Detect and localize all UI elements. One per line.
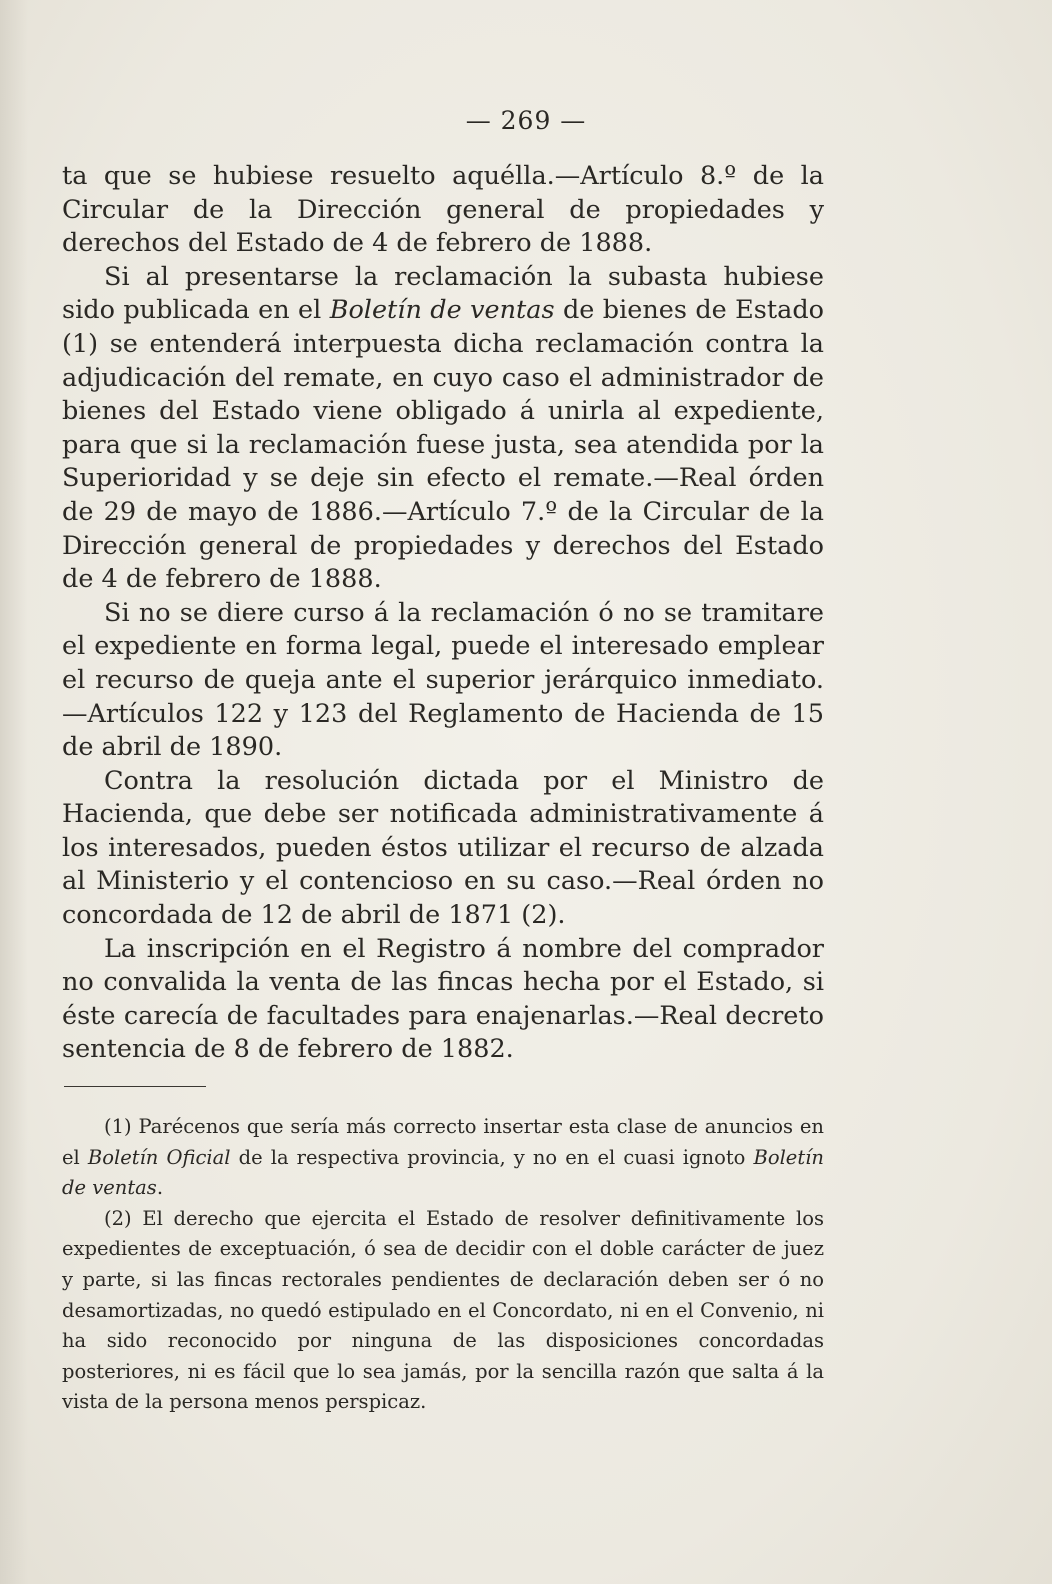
paragraph-2: Si al presentarse la reclamación la subasta hubiese sido publicada en el Boletín de ventas de bienes de Estado (1) se entenderá interpuesta dicha reclamación contra la adjudicación del remate, en cuyo caso el administrador de bienes del Estado viene obligado á unirla al expediente, para que si la reclamación fuese justa, sea atendida por la Superioridad y se deje sin efecto el remate.—Real órden de 29 de mayo de 1886.—Artículo 7.º de la Circular de la Dirección general de propiedades y derechos del Estado de 4 de febrero de 1888. (62, 261, 825, 595)
footnotes (62, 1112, 824, 1418)
page-gutter-shadow (0, 0, 28, 1584)
footnote-2: (2) El derecho que ejercita el Estado de resolver definitivamente los expedientes de exceptuación, ó sea de decidir con el doble carácter de juez y parte, si las fincas rectorales pendientes de declaración deben ser ó no desamortizadas, no quedó estipulado en el Concordato, ni en el Convenio, ni ha sido reconocido por ninguna de las disposiciones concordadas posteriores, ni es fácil que lo sea jamás, por la sencilla razón que salta á la vista de la persona menos perspicaz. (62, 1206, 824, 1414)
footnote-separator (64, 1086, 206, 1087)
footnote-1: (1) Parécenos que sería más correcto insertar esta clase de anuncios en el Boletín Oficial de la respectiva provincia, y no en el cuasi ignoto Boletín de ventas. (62, 1115, 824, 1200)
paragraph-3: Si no se diere curso á la reclamación ó no se tramitare el expediente en forma legal, puede el interesado emplear el recurso de queja ante el superior jerárquico inmediato.—Artículos 122 y 123 del Reglamento de Hacienda de 15 de abril de 1890. (62, 597, 824, 763)
main-text (62, 160, 824, 1067)
paragraph-1: ta que se hubiese resuelto aquélla.—Artículo 8.º de la Circular de la Dirección general de propiedades y derechos del Estado de 4 de febrero de 1888. (62, 161, 824, 259)
paragraph-5: La inscripción en el Registro á nombre del comprador no convalida la venta de las fincas hecha por el Estado, si éste carecía de facultades para enajenarlas.—Real decreto sentencia de 8 de febrero de 1882. (62, 933, 824, 1065)
page-number: — 269 — (465, 106, 587, 135)
paragraph-4: Contra la resolución dictada por el Ministro de Hacienda, que debe ser notificada administrativamente á los interesados, pueden éstos utilizar el recurso de alzada al Ministerio y el contencioso en su caso.—Real órden no concordada de 12 de abril de 1871 (2). (62, 765, 824, 931)
